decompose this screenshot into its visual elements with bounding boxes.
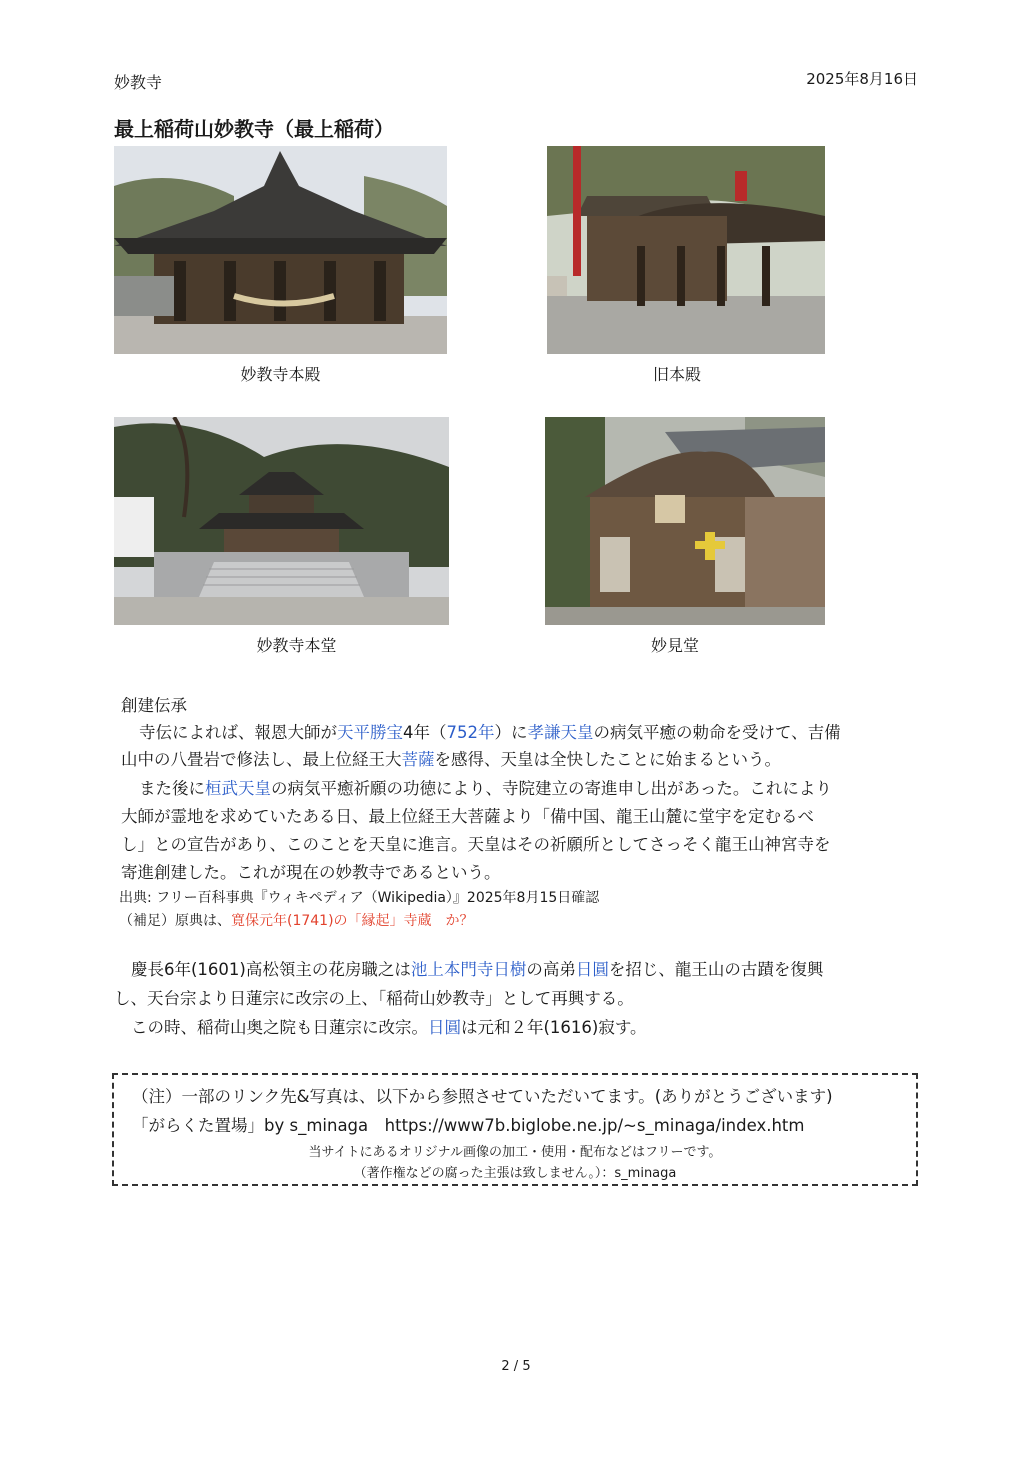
page-number: 2 / 5 [501,1359,531,1374]
link-tenpyo-shoho[interactable]: 天平勝宝 [337,723,403,742]
caption-old-main-hall: 旧本殿 [652,365,701,384]
caption-myoken-hall: 妙見堂 [650,636,699,655]
photo-myoken-hall [545,417,825,625]
link-nichien-2[interactable]: 日圓 [428,1018,461,1037]
history-p1-line2: 山中の八畳岩で修法し、最上位経王大菩薩を感得、天皇は全快したことに始まるという。 [121,750,781,769]
history-p2-line4: 寄進創建した。これが現在の妙教寺であるという。 [121,863,501,882]
page-title: 最上稲荷山妙教寺（最上稲荷） [114,117,394,141]
note-line1: （注）一部のリンク先&写真は、以下から参照させていただいてます。(ありがとうございます) [132,1087,833,1106]
link-ikegami-honmonji[interactable]: 池上本門寺 [410,960,494,979]
supplement-note: （補足）原典は、寛保元年(1741)の「縁起」寺蔵 か？ [119,913,474,929]
supplement-highlight: 寛保元年(1741)の「縁起」寺蔵 か？ [231,913,474,929]
header-site-name: 妙教寺 [114,73,163,92]
note-line4: （著作権などの腐った主張は致しません。）：s_minaga [353,1166,677,1181]
link-nichien[interactable]: 日圓 [575,960,609,979]
history-p2-line3: し」との宣告があり、このことを天皇に進言。天皇はその祈願所としてさっそく龍王山神宮寺を [121,835,831,854]
photo-old-main-hall [547,146,825,354]
caption-main-hall: 妙教寺本殿 [240,365,321,384]
note-line3: 当サイトにあるオリジナル画像の加工・使用・配布などはフリーです。 [308,1145,722,1160]
link-752[interactable]: 752年 [446,723,495,742]
caption-hondo: 妙教寺本堂 [256,636,337,655]
link-kanmu-tenno[interactable]: 桓武天皇 [205,779,271,798]
history-p1-line1: 寺伝によれば、報恩大師が天平勝宝4年（752年）に孝謙天皇の病気平癒の勅命を受けて、吉備 [139,723,841,742]
link-koken-tenno[interactable]: 孝謙天皇 [527,723,594,742]
source-citation: 出典: フリー百科事典『ウィキペディア（Wikipedia）』2025年8月15日確認 [119,890,600,906]
history-heading: 創建伝承 [121,696,187,715]
revival-line3: この時、稲荷山奥之院も日蓮宗に改宗。日圓は元和２年(1616)寂す。 [131,1018,647,1037]
revival-line1: 慶長6年(1601)高松領主の花房職之は池上本門寺日樹の高弟日圓を招じ、龍王山の古蹟を復興 [131,960,824,979]
link-bosatsu[interactable]: 菩薩 [401,750,435,769]
note-line2: 「がらくた置場」by s_minaga https://www7b.biglobe.ne.jp/~s_minaga/index.htm [132,1116,805,1135]
reference-note-box [112,1073,918,1186]
link-nichiju[interactable]: 日樹 [493,960,527,979]
history-p2-line1: また後に桓武天皇の病気平癒祈願の功徳により、寺院建立の寄進申し出があった。これにより [139,779,832,798]
revival-line2: し、天台宗より日蓮宗に改宗の上、「稲荷山妙教寺」として再興する。 [114,989,634,1008]
photo-main-hall [114,146,447,354]
photo-hondo [114,417,449,625]
history-p2-line2: 大師が霊地を求めていたある日、最上位経王大菩薩より「備中国、龍王山麓に堂宇を定むるべ [121,807,814,826]
header-date: 2025年8月16日 [806,70,918,88]
